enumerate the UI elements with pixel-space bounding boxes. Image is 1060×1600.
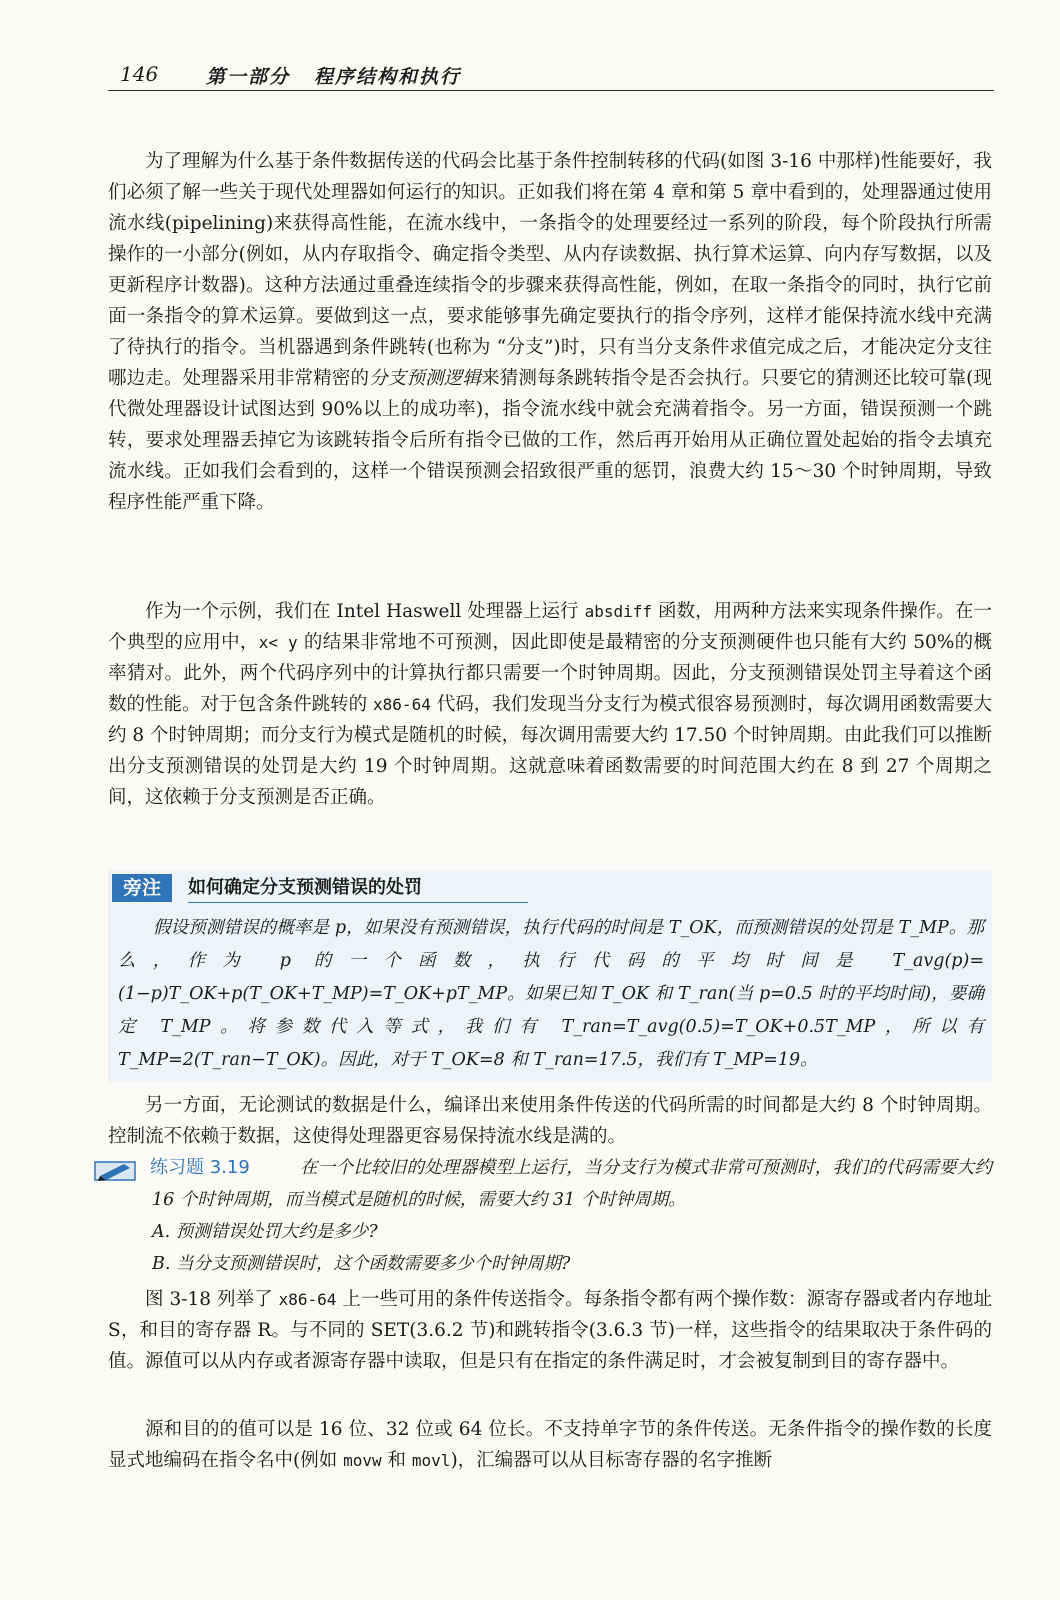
paragraph-text: 和: [381, 1450, 412, 1471]
paragraph-text: 为了理解为什么基于条件数据传送的代码会比基于条件控制转移的代码(如图 3-16 中那样)性能要好，我们必须了解一些关于现代处理器如何运行的知识。正如我们将在第 4 章和第 5 章中看到的，处理器通过使用流水线(pipelining)来获得高性能，在流水线中，一条指令的处理要经过一系列的阶段，每个阶段执行所需操作的一小部分(例如，从内存取指令、确定指令类型、从内存读数据、执行算术运算、向内存写数据，以及更新程序计数器)。这种方法通过重叠连续指令的步骤来获得高性能，例如，在取一条指令的同时，执行它前面一条指令的算术运算。要做到这一点，要求能够事先确定要执行的指令序列，这样才能保持流水线中充满了待执行的指令。当机器遇到条件跳转(也称为 “分支”)时，只有当分支条件求值完成之后，才能决定分支往哪边走。处理器采用非常精密的: [108, 151, 992, 389]
part-title: 程序结构和执行: [314, 66, 462, 88]
paragraph-text: 图 3-18 列举了: [145, 1289, 279, 1310]
pencil-icon: [94, 1158, 140, 1182]
page-number: 146: [120, 62, 159, 86]
paragraph-conditional-move: [108, 1090, 992, 1152]
practice-label: 练习题 3.19: [150, 1157, 250, 1178]
paragraph-text: )，汇编器可以从目标寄存器的名字推断: [450, 1450, 773, 1471]
part-label: 第一部分: [206, 66, 291, 88]
code-term: x86-64: [278, 1290, 337, 1309]
practice-problem: [108, 1152, 992, 1280]
paragraph-text: 另一方面，无论测试的数据是什么，编译出来使用条件传送的代码所需的时间都是大约 8 个时钟周期。控制流不依赖于数据，这使得处理器更容易保持流水线是满的。: [108, 1095, 992, 1147]
aside-box: [108, 870, 992, 1082]
paragraph-text: 的结果非常地不可预测，因此即使是最精密的分支预测硬件也只能有大约 50%的概率猜对。此外，两个代码序列中的计算执行都只需要一个时钟周期。因此，分支预测错误处罚主导着这个函数的性能。对于包含条件跳转的: [108, 632, 993, 715]
paragraph-text: 源和目的的值可以是 16 位、32 位或 64 位长。不支持单字节的条件传送。无条件指令的操作数的长度显式地编码在指令名中(例如: [108, 1419, 992, 1471]
paragraph-text: 代码，我们发现当分支行为模式很容易预测时，每次调用函数需要大约 8 个时钟周期；而分支行为模式是随机的时候，每次调用需要大约 17.50 个时钟周期。由此我们可以推断出分支预测错误的处罚是大约 19 个时钟周期。这就意味着函数需要的时间范围大约在 8 到 27 个周期之间，这依赖于分支预测是否正确。: [108, 694, 992, 808]
paragraph-pipelining: [108, 146, 992, 518]
practice-text: 在一个比较旧的处理器模型上运行，当分支行为模式非常可预测时，我们的代码需要大约 16 个时钟周期，而当模式是随机的时候，需要大约 31 个时钟周期。: [152, 1158, 992, 1210]
code-term: x86-64: [373, 695, 431, 714]
code-term: absdiff: [584, 602, 652, 621]
practice-option-b: B. 当分支预测错误时，这个函数需要多少个时钟周期?: [152, 1254, 571, 1274]
page-header: [108, 58, 994, 91]
paragraph-text: 来猜测每条跳转指令是否会执行。只要它的猜测还比较可靠(现代微处理器设计试图达到 90%以上的成功率)，指令流水线中就会充满着指令。另一方面，错误预测一个跳转，要求处理器丢掉它为该跳转指令后所有指令已做的工作，然后再开始用从正确位置处起始的指令去填充流水线。正如我们会看到的，这样一个错误预测会招致很严重的惩罚，浪费大约 15～30 个时钟周期，导致程序性能严重下降。: [108, 368, 992, 513]
paragraph-text: 作为一个示例，我们在 Intel Haswell 处理器上运行: [145, 601, 585, 622]
paragraph-cmov-list: [108, 1284, 992, 1377]
paragraph-text: 函数，用两种方法来实现条件操作。在一个典型的应用中，: [108, 601, 992, 653]
practice-option-a: A. 预测错误处罚大约是多少?: [152, 1222, 378, 1242]
paragraph-text: 上一些可用的条件传送指令。每条指令都有两个操作数：源寄存器或者内存地址 S，和目的寄存器 R。与不同的 SET(3.6.2 节)和跳转指令(3.6.3 节)一样，这些指令的结果取决于条件码的值。源值可以从内存或者源寄存器中读取，但是只有在指定的条件满足时，才会被复制到目的寄存器中。: [108, 1289, 992, 1372]
aside-text: 假设预测错误的概率是 p，如果没有预测错误，执行代码的时间是 T_OK，而预测错误的处罚是 T_MP。那么，作为 p 的一个函数，执行代码的平均时间是 T_avg(p)=(1−p)T_OK+p(T_OK+T_MP)=T_OK+pT_MP。如果已知 T_OK 和 T_ran(当 p=0.5 时的平均时间)，要确定 T_MP。将参数代入等式，我们有 T_ran=T_avg(0.5)=T_OK+0.5T_MP，所以有 T_MP=2(T_ran−T_OK)。因此，对于 T_OK=8 和 T_ran=17.5，我们有 T_MP=19。: [118, 918, 984, 1070]
aside-tag: 旁注: [112, 874, 172, 902]
aside-heading: 如何确定分支预测错误的处罚: [188, 874, 528, 903]
code-term: x< y: [258, 633, 298, 652]
aside-body: [118, 912, 984, 1077]
paragraph-operand-size: [108, 1414, 992, 1476]
paragraph-haswell-example: [108, 596, 992, 813]
code-term: movl: [411, 1451, 451, 1470]
key-term: 分支预测逻辑: [369, 368, 482, 389]
code-term: movw: [343, 1451, 382, 1470]
